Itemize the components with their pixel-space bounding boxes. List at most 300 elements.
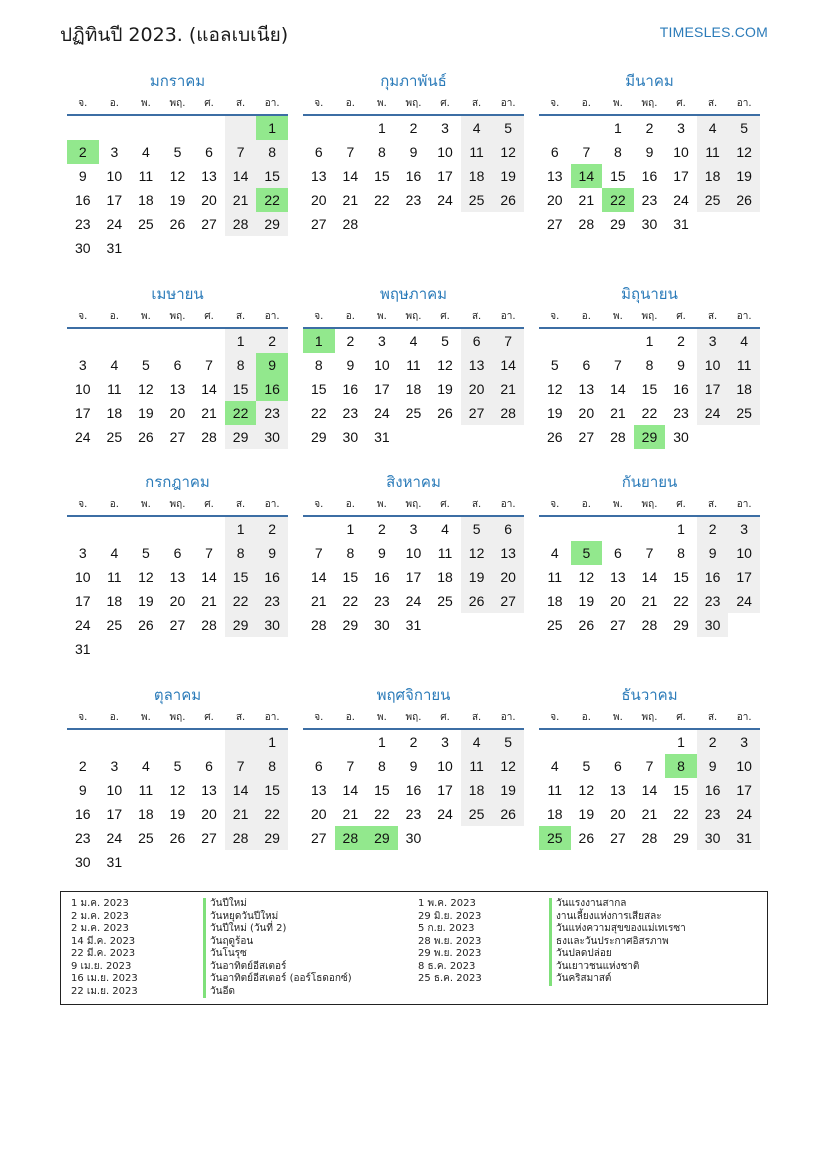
day-cell: 24 (74, 429, 91, 445)
day-cell: 23 (256, 401, 288, 425)
empty-day-cell (256, 850, 288, 874)
day-cell: 2 (645, 120, 654, 136)
day-cell: 12 (492, 754, 524, 778)
day-cell: 21 (201, 593, 217, 609)
day-cell: 15 (310, 381, 327, 397)
day-cell: 24 (728, 802, 760, 826)
day-cell: 11 (138, 168, 154, 184)
day-cell: 13 (201, 168, 217, 184)
day-cell: 5 (142, 545, 150, 561)
legend-holiday-name: งานเลี้ยงแห่งการเสียสละ (549, 911, 686, 924)
weekday-label: อ. (581, 98, 591, 109)
legend-holiday-name: วันคริสมาสต์ (549, 973, 686, 986)
weekday-label: ส. (471, 311, 482, 322)
day-cell: 3 (78, 545, 87, 561)
month-title: ธันวาคม (621, 686, 678, 704)
day-cell: 13 (310, 168, 327, 184)
day-cell: 8 (378, 758, 386, 774)
day-cell: 18 (461, 778, 493, 802)
day-cell: 13 (461, 353, 493, 377)
day-cell: 1 (346, 521, 355, 537)
day-cell: 14 (310, 569, 327, 585)
legend-holiday-name: วันแรงงานสากล (549, 898, 686, 911)
day-cell: 3 (441, 120, 449, 136)
day-cell: 11 (728, 353, 760, 377)
empty-day-cell (130, 850, 162, 874)
day-cell: 27 (492, 589, 524, 613)
day-cell: 15 (374, 782, 390, 798)
day-cell: 1 (225, 517, 257, 541)
day-cell: 13 (310, 782, 327, 798)
weekday-label: ส. (707, 98, 718, 109)
day-cell: 23 (256, 589, 288, 613)
day-cell: 1 (378, 734, 386, 750)
empty-day-cell (429, 212, 461, 236)
weekday-label: ศ. (440, 499, 450, 510)
day-cell: 4 (441, 521, 449, 537)
month-block (67, 283, 288, 449)
day-cell: 20 (461, 377, 493, 401)
weekday-label: พฤ. (641, 712, 658, 723)
legend-date: 29 พ.ย. 2023 (418, 948, 482, 959)
day-cell: 7 (205, 357, 213, 373)
empty-day-cell (461, 826, 493, 850)
day-cell: 28 (310, 617, 327, 633)
weekday-label: อา. (264, 98, 280, 109)
day-cell: 21 (225, 802, 257, 826)
day-cell: 14 (201, 569, 217, 585)
day-cell: 24 (437, 806, 453, 822)
empty-day-cell (67, 730, 99, 754)
empty-day-cell (162, 116, 194, 140)
weekday-label: อา. (264, 712, 280, 723)
empty-day-cell (225, 236, 257, 260)
day-cell: 2 (256, 517, 288, 541)
empty-day-cell (571, 730, 603, 754)
day-cell: 23 (74, 830, 91, 846)
empty-day-cell (634, 517, 666, 541)
empty-day-cell (193, 517, 225, 541)
legend-left-dates (71, 898, 138, 998)
day-cell: 21 (225, 188, 257, 212)
legend-date: 2 ม.ค. 2023 (71, 923, 129, 934)
empty-day-cell (99, 116, 131, 140)
empty-day-cell (193, 850, 225, 874)
day-cell: 4 (461, 116, 493, 140)
day-cell: 26 (492, 802, 524, 826)
day-cell: 14 (641, 569, 658, 585)
month-block (303, 471, 524, 637)
day-cell: 27 (310, 830, 327, 846)
empty-day-cell (303, 517, 335, 541)
day-cell: 30 (673, 429, 689, 445)
day-cell: 19 (546, 405, 563, 421)
empty-day-cell (225, 850, 257, 874)
empty-day-cell (335, 116, 367, 140)
month-block (539, 471, 760, 637)
day-cell: 7 (346, 758, 355, 774)
day-cell: 7 (314, 545, 323, 561)
day-cell: 11 (138, 782, 154, 798)
month-block (67, 684, 288, 874)
day-cell: 27 (169, 429, 186, 445)
weekday-header (539, 495, 760, 515)
day-cell: 5 (550, 357, 559, 373)
day-cell: 11 (406, 357, 421, 373)
day-cell: 28 (641, 617, 658, 633)
day-cell: 17 (728, 565, 760, 589)
empty-day-cell (67, 116, 99, 140)
weekday-label: จ. (78, 98, 88, 109)
weekday-label: จ. (78, 712, 88, 723)
empty-day-cell (67, 329, 99, 353)
holiday-legend (60, 891, 768, 1005)
empty-day-cell (130, 116, 162, 140)
weekday-label: พ. (141, 98, 151, 109)
day-cell: 28 (201, 429, 217, 445)
day-cell: 9 (78, 782, 87, 798)
day-cell: 7 (225, 140, 257, 164)
day-cell: 24 (74, 617, 91, 633)
day-cell: 19 (492, 164, 524, 188)
day-cell: 6 (173, 357, 182, 373)
empty-day-cell (602, 517, 634, 541)
day-cell: 24 (728, 589, 760, 613)
legend-holiday-name: วันอีด (203, 986, 352, 999)
day-cell: 15 (256, 164, 288, 188)
day-cell: 16 (405, 168, 422, 184)
day-cell: 16 (405, 782, 422, 798)
empty-day-cell (429, 425, 461, 449)
day-cell: 18 (546, 806, 563, 822)
day-grid (539, 517, 760, 637)
day-cell: 8 (256, 754, 288, 778)
weekday-label: พฤ. (405, 98, 422, 109)
legend-date: 5 ก.ย. 2023 (418, 923, 475, 934)
empty-day-cell (398, 425, 430, 449)
weekday-label: พฤ. (641, 98, 658, 109)
day-grid (539, 329, 760, 449)
day-cell: 21 (310, 593, 327, 609)
day-cell: 20 (169, 593, 186, 609)
day-cell: 23 (697, 589, 729, 613)
empty-day-cell (162, 329, 194, 353)
day-cell: 17 (437, 168, 453, 184)
weekday-label: อา. (264, 311, 280, 322)
empty-day-cell (162, 850, 194, 874)
day-cell: 11 (547, 569, 563, 585)
day-cell: 26 (169, 830, 186, 846)
empty-day-cell (728, 212, 760, 236)
day-cell: 17 (728, 778, 760, 802)
day-cell: 23 (697, 802, 729, 826)
holiday-day-cell: 28 (335, 826, 367, 850)
day-cell: 7 (614, 357, 622, 373)
empty-day-cell (429, 826, 461, 850)
day-cell: 23 (405, 806, 422, 822)
day-cell: 27 (610, 617, 626, 633)
day-cell: 30 (405, 830, 422, 846)
month-title: สิงหาคม (386, 473, 441, 491)
day-cell: 30 (697, 613, 729, 637)
legend-date: 22 มี.ค. 2023 (71, 948, 136, 959)
day-cell: 4 (550, 545, 559, 561)
day-cell: 6 (614, 545, 622, 561)
legend-date: 8 ธ.ค. 2023 (418, 960, 476, 972)
weekday-label: อ. (345, 712, 355, 723)
weekday-label: พฤ. (405, 311, 422, 322)
day-cell: 30 (342, 429, 359, 445)
weekday-label: จ. (550, 311, 560, 322)
day-cell: 17 (74, 593, 91, 609)
day-cell: 18 (697, 164, 729, 188)
day-cell: 23 (673, 405, 689, 421)
day-cell: 26 (169, 216, 186, 232)
day-cell: 29 (225, 613, 257, 637)
legend-date: 28 พ.ย. 2023 (418, 935, 482, 947)
day-cell: 29 (256, 826, 288, 850)
day-cell: 21 (492, 377, 524, 401)
legend-right-dates (418, 898, 482, 986)
weekday-header (303, 94, 524, 114)
month-block (67, 471, 288, 661)
empty-day-cell (193, 329, 225, 353)
month-block (539, 70, 760, 236)
weekday-label: พ. (613, 499, 623, 510)
day-grid (67, 116, 288, 260)
day-cell: 22 (641, 405, 658, 421)
day-cell: 8 (645, 357, 654, 373)
day-cell: 19 (169, 192, 186, 208)
day-cell: 30 (374, 617, 390, 633)
weekday-label: ศ. (676, 712, 686, 723)
day-cell: 21 (578, 192, 595, 208)
day-cell: 24 (106, 830, 123, 846)
empty-day-cell (492, 425, 524, 449)
holiday-day-cell: 29 (634, 425, 666, 449)
day-cell: 25 (697, 188, 729, 212)
day-cell: 6 (205, 144, 213, 160)
day-cell: 3 (409, 521, 418, 537)
day-cell: 21 (342, 192, 359, 208)
day-cell: 25 (106, 617, 123, 633)
legend-holiday-name: วันปีใหม่ (วันที่ 2) (203, 923, 352, 936)
weekday-label: พฤ. (405, 499, 422, 510)
day-cell: 17 (106, 806, 123, 822)
weekday-label: อ. (109, 499, 119, 510)
weekday-label: ศ. (676, 98, 686, 109)
day-cell: 27 (169, 617, 186, 633)
day-cell: 6 (492, 517, 524, 541)
weekday-header (539, 94, 760, 114)
empty-day-cell (728, 613, 760, 637)
legend-holiday-name: วันปลดปล่อย (549, 948, 686, 961)
day-cell: 27 (201, 830, 217, 846)
day-cell: 26 (546, 429, 563, 445)
day-cell: 3 (728, 730, 760, 754)
day-cell: 31 (106, 854, 123, 870)
empty-day-cell (728, 425, 760, 449)
weekday-label: อา. (500, 311, 516, 322)
day-cell: 19 (578, 593, 595, 609)
month-block (303, 283, 524, 449)
day-cell: 3 (728, 517, 760, 541)
weekday-label: ส. (235, 98, 246, 109)
weekday-label: อ. (581, 499, 591, 510)
weekday-label: อา. (736, 311, 752, 322)
page-title: ปฏิทินปี 2023. (แอลเบเนีย) (60, 24, 289, 46)
weekday-header (67, 708, 288, 728)
empty-day-cell (225, 637, 257, 661)
day-cell: 20 (492, 565, 524, 589)
day-cell: 8 (346, 545, 355, 561)
day-cell: 11 (461, 754, 493, 778)
day-cell: 7 (492, 329, 524, 353)
day-cell: 26 (461, 589, 493, 613)
day-cell: 11 (461, 140, 493, 164)
day-cell: 16 (673, 381, 689, 397)
weekday-label: อ. (109, 98, 119, 109)
day-cell: 14 (492, 353, 524, 377)
empty-day-cell (193, 116, 225, 140)
day-cell: 3 (677, 120, 685, 136)
day-cell: 9 (346, 357, 355, 373)
empty-day-cell (461, 212, 493, 236)
empty-day-cell (162, 517, 194, 541)
day-cell: 10 (673, 144, 689, 160)
day-cell: 13 (578, 381, 595, 397)
empty-day-cell (99, 637, 131, 661)
weekday-label: พ. (377, 499, 387, 510)
weekday-label: จ. (78, 311, 88, 322)
day-cell: 3 (697, 329, 729, 353)
day-cell: 5 (461, 517, 493, 541)
empty-day-cell (461, 613, 493, 637)
weekday-label: อา. (736, 499, 752, 510)
day-cell: 15 (610, 168, 626, 184)
day-cell: 18 (138, 192, 154, 208)
day-cell: 11 (107, 381, 122, 397)
day-cell: 13 (610, 569, 626, 585)
day-cell: 18 (106, 405, 123, 421)
weekday-label: อา. (500, 712, 516, 723)
weekday-label: พฤ. (169, 98, 186, 109)
day-cell: 5 (492, 116, 524, 140)
day-cell: 15 (225, 377, 257, 401)
day-cell: 16 (697, 778, 729, 802)
day-cell: 1 (378, 120, 386, 136)
day-grid (539, 116, 760, 236)
day-cell: 30 (256, 425, 288, 449)
empty-day-cell (130, 730, 162, 754)
month-title: กรกฎาคม (145, 473, 210, 491)
day-cell: 10 (728, 754, 760, 778)
legend-date: 1 พ.ค. 2023 (418, 898, 476, 909)
weekday-label: พ. (613, 712, 623, 723)
day-cell: 20 (578, 405, 595, 421)
day-cell: 24 (437, 192, 453, 208)
month-block (539, 283, 760, 449)
day-cell: 14 (342, 782, 359, 798)
brand-link[interactable]: TIMESLES.COM (659, 24, 768, 40)
legend-holiday-name: วันโนรุซ (203, 948, 352, 961)
day-cell: 8 (378, 144, 386, 160)
day-cell: 24 (374, 405, 390, 421)
empty-day-cell (461, 425, 493, 449)
day-cell: 6 (582, 357, 591, 373)
weekday-label: พ. (141, 499, 151, 510)
empty-day-cell (162, 637, 194, 661)
empty-day-cell (99, 517, 131, 541)
day-cell: 2 (346, 333, 355, 349)
empty-day-cell (193, 730, 225, 754)
day-cell: 10 (74, 381, 91, 397)
day-cell: 12 (461, 541, 493, 565)
day-cell: 20 (169, 405, 186, 421)
day-cell: 18 (405, 381, 422, 397)
day-cell: 13 (546, 168, 563, 184)
empty-day-cell (492, 212, 524, 236)
empty-day-cell (634, 730, 666, 754)
day-cell: 4 (728, 329, 760, 353)
empty-day-cell (256, 236, 288, 260)
day-cell: 28 (225, 212, 257, 236)
day-grid (303, 116, 524, 236)
legend-date: 16 เม.ย. 2023 (71, 973, 138, 984)
weekday-label: ศ. (204, 712, 214, 723)
month-title: มิถุนายน (621, 285, 678, 303)
day-cell: 4 (461, 730, 493, 754)
day-cell: 13 (492, 541, 524, 565)
weekday-label: ศ. (676, 311, 686, 322)
empty-day-cell (162, 236, 194, 260)
weekday-header (67, 307, 288, 327)
empty-day-cell (193, 637, 225, 661)
day-cell: 22 (374, 192, 390, 208)
day-cell: 31 (74, 641, 91, 657)
day-cell: 22 (673, 806, 689, 822)
empty-day-cell (130, 329, 162, 353)
holiday-day-cell: 14 (571, 164, 603, 188)
day-cell: 5 (173, 144, 182, 160)
weekday-label: จ. (314, 712, 324, 723)
day-cell: 21 (641, 593, 658, 609)
day-cell: 23 (74, 216, 91, 232)
holiday-day-cell: 9 (256, 353, 288, 377)
month-block (67, 70, 288, 260)
day-cell: 16 (74, 192, 91, 208)
day-cell: 4 (110, 357, 119, 373)
day-cell: 9 (409, 758, 418, 774)
day-cell: 28 (610, 429, 626, 445)
legend-right-names (549, 898, 686, 986)
day-cell: 31 (106, 240, 123, 256)
month-title: พฤษภาคม (379, 285, 448, 303)
day-cell: 27 (610, 830, 626, 846)
day-cell: 15 (673, 569, 689, 585)
day-cell: 10 (437, 758, 453, 774)
day-cell: 19 (138, 593, 154, 609)
weekday-header (67, 495, 288, 515)
day-cell: 26 (578, 617, 595, 633)
legend-holiday-name: วันฤดูร้อน (203, 936, 352, 949)
day-cell: 10 (728, 541, 760, 565)
day-cell: 7 (645, 758, 654, 774)
legend-holiday-name: ธงและวันประกาศอิสรภาพ (549, 936, 686, 949)
day-cell: 23 (405, 192, 422, 208)
day-cell: 19 (728, 164, 760, 188)
day-cell: 25 (546, 617, 563, 633)
